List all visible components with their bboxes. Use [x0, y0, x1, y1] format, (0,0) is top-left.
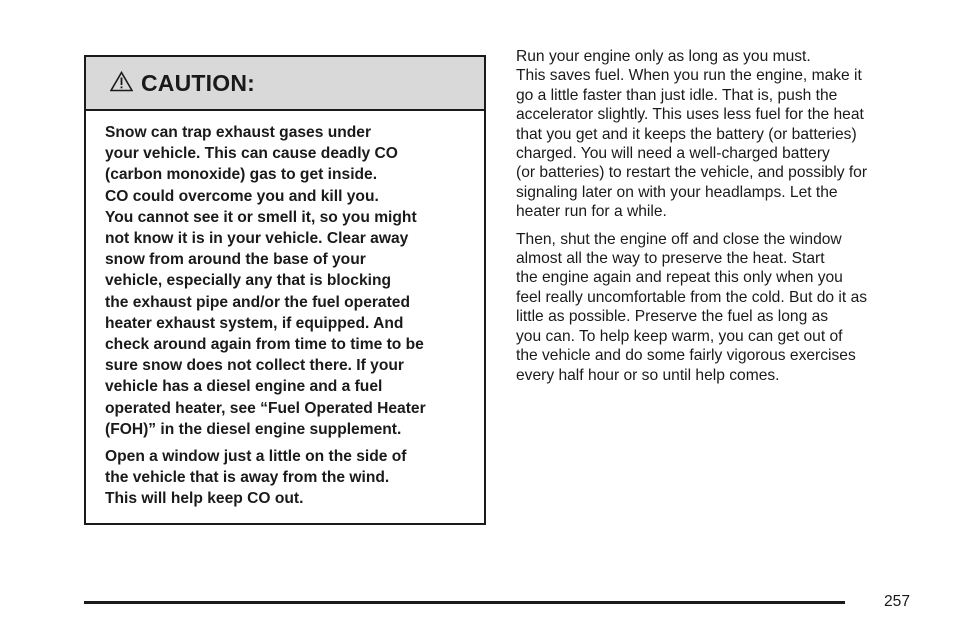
text-line: accelerator slightly. This uses less fuel for the heat — [516, 106, 864, 124]
caution-box — [84, 55, 486, 525]
text-line: feel really uncomfortable from the cold. But do it as — [516, 288, 868, 306]
body-text-column — [516, 47, 926, 393]
text-line: snow from around the base of your — [105, 251, 366, 269]
text-line: signaling later on with your headlamps. Let the — [516, 183, 838, 201]
warning-triangle-icon — [110, 71, 133, 92]
text-line: Run your engine only as long as you must. — [516, 48, 811, 65]
text-line: This will help keep CO out. — [105, 490, 304, 508]
text-line: the exhaust pipe and/or the fuel operated — [105, 293, 410, 311]
text-line: little as possible. Preserve the fuel as long as — [516, 308, 829, 326]
text-line: (carbon monoxide) gas to get inside. — [105, 166, 378, 184]
text-line: check around again from time to time to be — [105, 336, 424, 354]
text-line: the engine again and repeat this only when you — [516, 269, 843, 287]
text-line: the vehicle and do some fairly vigorous exercises — [516, 347, 856, 365]
text-line: Snow can trap exhaust gases under — [105, 124, 372, 141]
text-line: that you get and it keeps the battery (or batteries) — [516, 125, 857, 143]
text-line: You cannot see it or smell it, so you might — [105, 208, 417, 226]
text-line: almost all the way to preserve the heat. Start — [516, 250, 825, 268]
caution-title: CAUTION: — [141, 69, 256, 96]
text-line: every half hour or so until help comes. — [516, 366, 780, 384]
body-paragraph — [516, 47, 926, 222]
text-line: Open a window just a little on the side of — [105, 448, 407, 466]
body-paragraph — [516, 230, 926, 385]
caution-paragraph — [105, 122, 470, 440]
footer-rule — [84, 601, 845, 604]
text-line: not know it is in your vehicle. Clear away — [105, 230, 409, 248]
text-line: your vehicle. This can cause deadly CO — [105, 145, 398, 163]
text-line: you can. To help keep warm, you can get out of — [516, 327, 843, 345]
text-line: This saves fuel. When you run the engine, make it — [516, 67, 862, 85]
text-line: go a little faster than just idle. That is, push the — [516, 86, 838, 104]
caution-body — [86, 111, 484, 510]
text-line: (FOH)” in the diesel engine supplement. — [105, 420, 402, 438]
text-line: heater run for a while. — [516, 203, 667, 221]
text-line: heater exhaust system, if equipped. And — [105, 314, 404, 332]
page-number: 257 — [884, 593, 911, 610]
text-line: sure snow does not collect there. If your — [105, 357, 404, 375]
caution-header — [86, 57, 484, 111]
text-line: the vehicle that is away from the wind. — [105, 469, 390, 487]
text-line: vehicle has a diesel engine and a fuel — [105, 378, 383, 396]
caution-paragraph — [105, 446, 470, 510]
text-line: vehicle, especially any that is blocking — [105, 272, 392, 290]
text-line: (or batteries) to restart the vehicle, and possibly for — [516, 164, 868, 182]
text-line: CO could overcome you and kill you. — [105, 187, 379, 205]
text-line: charged. You will need a well-charged battery — [516, 145, 830, 163]
text-line: operated heater, see “Fuel Operated Heater — [105, 399, 426, 417]
text-line: Then, shut the engine off and close the window — [516, 230, 842, 248]
